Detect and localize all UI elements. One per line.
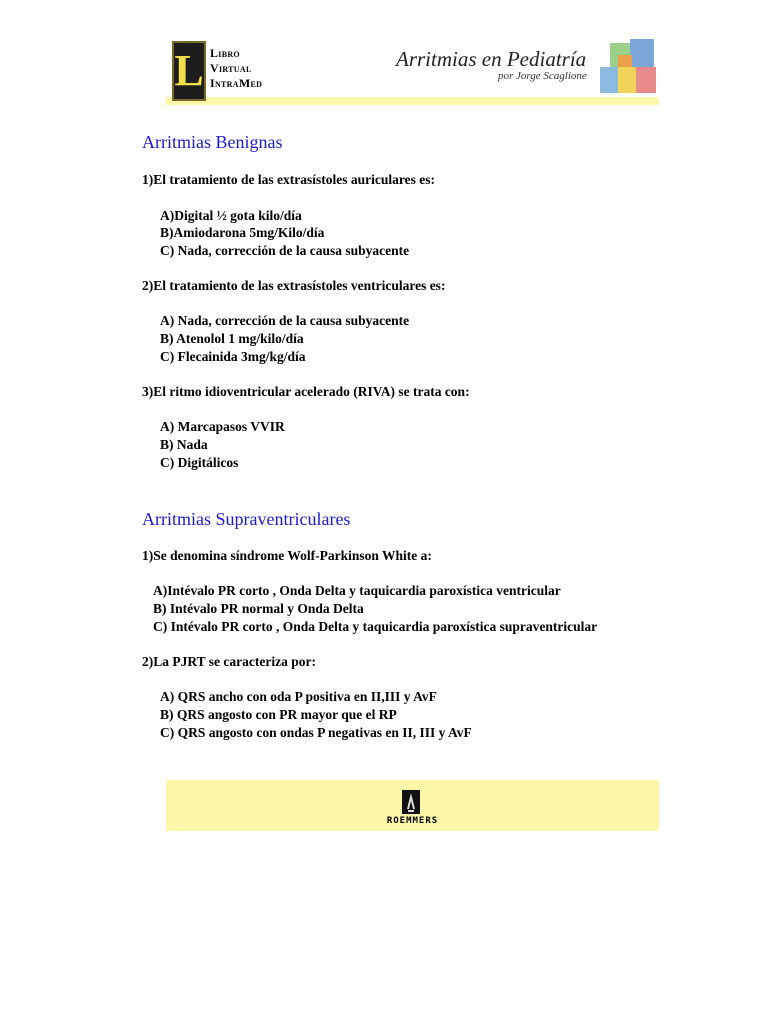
question-2-benignas: 2)El tratamiento de las extrasístoles ventriculares es: xyxy=(142,278,446,293)
footer-brand: ROEMMERS xyxy=(386,816,439,826)
option-a: A) QRS ancho con oda P positiva en II,III y AvF xyxy=(160,689,437,704)
section-title-supraventriculares: Arritmias Supraventriculares xyxy=(142,509,351,529)
header-strip xyxy=(166,97,659,105)
cube-graphic-icon xyxy=(598,37,658,95)
option-c: C) Intévalo PR corto , Onda Delta y taquicardia paroxística supraventricular xyxy=(153,619,598,634)
option-a: A) Marcapasos VVIR xyxy=(160,419,285,434)
option-b: B) Nada xyxy=(160,437,208,452)
logo-text xyxy=(210,46,262,91)
option-c: C) Flecainida 3mg/kg/día xyxy=(160,349,306,364)
question-1-supraventriculares: 1)Se denomina síndrome Wolf-Parkinson White a: xyxy=(142,548,432,563)
logo-line-1: Libro xyxy=(210,46,240,60)
option-b: B)Amiodarona 5mg/Kilo/día xyxy=(160,225,325,240)
option-c: C) Nada, corrección de la causa subyacente xyxy=(160,243,410,258)
option-b: B) Intévalo PR normal y Onda Delta xyxy=(153,601,364,616)
question-3-benignas: 3)El ritmo idioventricular acelerado (RIVA) se trata con: xyxy=(142,384,470,399)
option-b: B) QRS angosto con PR mayor que el RP xyxy=(160,707,397,722)
banner-subtitle: por Jorge Scaglione xyxy=(498,70,587,82)
roemmers-emblem-icon xyxy=(402,790,420,814)
logo-line-3: IntraMed xyxy=(210,76,263,90)
header-banner xyxy=(166,37,659,105)
option-a: A)Digital ½ gota kilo/día xyxy=(160,208,302,223)
option-a: A)Intévalo PR corto , Onda Delta y taquicardia paroxística ventricular xyxy=(153,583,561,598)
libro-virtual-logo xyxy=(172,41,206,101)
footer-banner xyxy=(166,780,659,831)
option-c: C) QRS angosto con ondas P negativas en II, III y AvF xyxy=(160,725,472,740)
question-1-benignas: 1)El tratamiento de las extrasístoles auriculares es: xyxy=(142,172,435,187)
option-c: C) Digitálicos xyxy=(160,455,239,470)
logo-letter: L xyxy=(174,46,204,95)
section-title-benignas: Arritmias Benignas xyxy=(142,132,283,152)
question-2-supraventriculares: 2)La PJRT se caracteriza por: xyxy=(142,654,316,669)
banner-title: Arritmias en Pediatría xyxy=(396,47,587,71)
option-b: B) Atenolol 1 mg/kilo/día xyxy=(160,331,304,346)
option-a: A) Nada, corrección de la causa subyacente xyxy=(160,313,410,328)
logo-line-2: Virtual xyxy=(210,61,252,75)
